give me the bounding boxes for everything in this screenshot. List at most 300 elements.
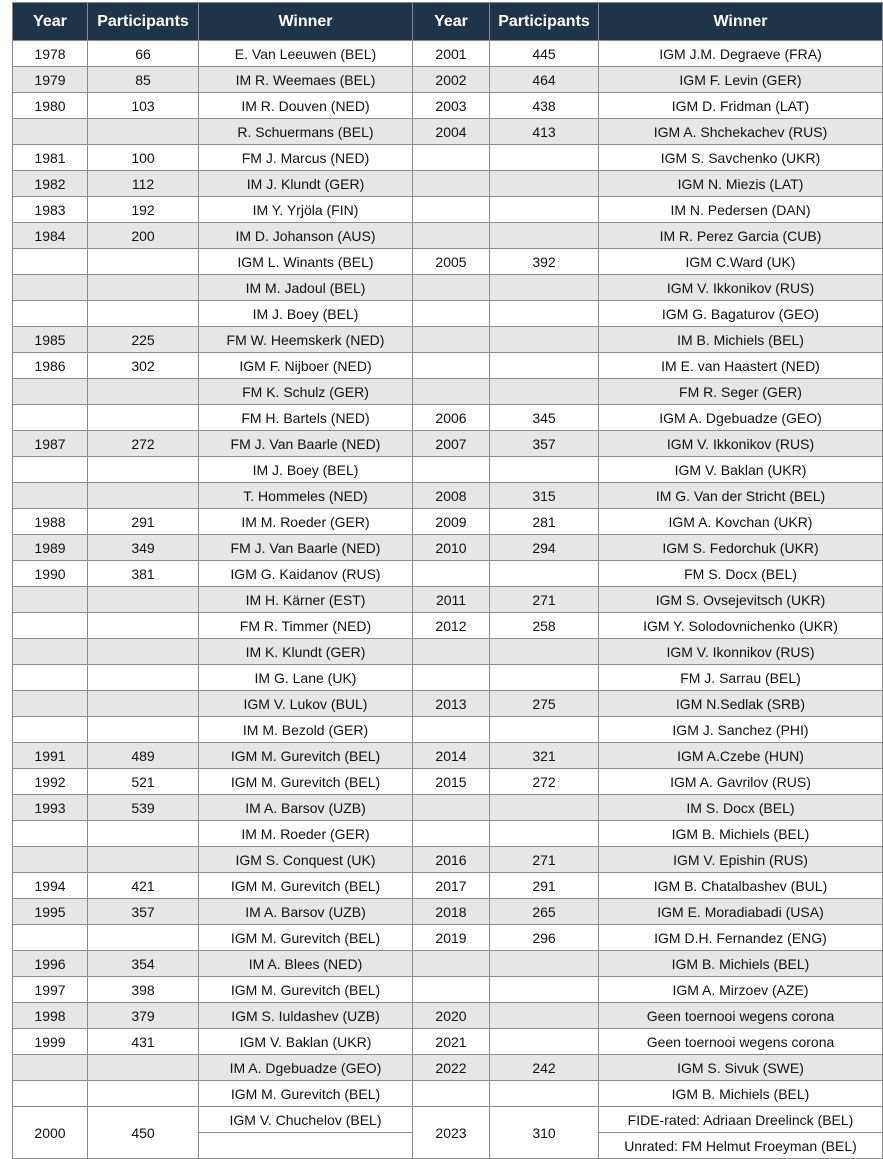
cell-year-left bbox=[13, 483, 88, 509]
table-row bbox=[13, 743, 883, 769]
cell-year-left bbox=[13, 587, 88, 613]
cell-participants-right bbox=[490, 1003, 599, 1029]
cell-winner-right: IM E. van Haastert (NED) bbox=[599, 353, 883, 379]
cell-participants-right: 271 bbox=[490, 847, 599, 873]
table-row bbox=[13, 873, 883, 899]
table-row bbox=[13, 951, 883, 977]
cell-participants-right: 271 bbox=[490, 587, 599, 613]
cell-participants-left bbox=[88, 1081, 199, 1107]
cell-winner-right: IGM N.Sedlak (SRB) bbox=[599, 691, 883, 717]
header-year-right: Year bbox=[413, 3, 490, 41]
cell-participants-left: 489 bbox=[88, 743, 199, 769]
cell-winner-right: IGM B. Michiels (BEL) bbox=[599, 821, 883, 847]
cell-winner-left: IM M. Roeder (GER) bbox=[199, 821, 413, 847]
cell-winner-right: IGM V. Epishin (RUS) bbox=[599, 847, 883, 873]
cell-participants-right bbox=[490, 197, 599, 223]
table-row bbox=[13, 93, 883, 119]
cell-year-right: 2019 bbox=[413, 925, 490, 951]
cell-winner-right: IGM A. Kovchan (UKR) bbox=[599, 509, 883, 535]
cell-year-left bbox=[13, 691, 88, 717]
cell-participants-right: 321 bbox=[490, 743, 599, 769]
cell-participants-left: 398 bbox=[88, 977, 199, 1003]
table-row bbox=[13, 535, 883, 561]
cell-participants-left: 66 bbox=[88, 41, 199, 67]
cell-winner-left: IGM F. Nijboer (NED) bbox=[199, 353, 413, 379]
header-winner-right: Winner bbox=[599, 3, 883, 41]
cell-winner-left: E. Van Leeuwen (BEL) bbox=[199, 41, 413, 67]
cell-winner-right: IGM B. Michiels (BEL) bbox=[599, 951, 883, 977]
cell-participants-right: 315 bbox=[490, 483, 599, 509]
cell-winner-right: IGM C.Ward (UK) bbox=[599, 249, 883, 275]
cell-winner-right: IM R. Perez Garcia (CUB) bbox=[599, 223, 883, 249]
cell-participants-left bbox=[88, 1055, 199, 1081]
table-row bbox=[13, 821, 883, 847]
cell-participants-left bbox=[88, 405, 199, 431]
cell-winner-left: IM A. Barsov (UZB) bbox=[199, 795, 413, 821]
cell-winner-left: FM J. Van Baarle (NED) bbox=[199, 431, 413, 457]
cell-participants-left bbox=[88, 847, 199, 873]
cell-winner-right: Geen toernooi wegens corona bbox=[599, 1029, 883, 1055]
cell-winner-right: FM R. Seger (GER) bbox=[599, 379, 883, 405]
cell-winner-right: IGM D.H. Fernandez (ENG) bbox=[599, 925, 883, 951]
cell-participants-right: 296 bbox=[490, 925, 599, 951]
cell-participants-left: 192 bbox=[88, 197, 199, 223]
cell-participants-left: 354 bbox=[88, 951, 199, 977]
cell-year-right: 2012 bbox=[413, 613, 490, 639]
cell-winner-right: Geen toernooi wegens corona bbox=[599, 1003, 883, 1029]
cell-year-left bbox=[13, 717, 88, 743]
cell-year-right: 2008 bbox=[413, 483, 490, 509]
cell-participants-left: 450 bbox=[88, 1107, 199, 1159]
header-participants-left: Participants bbox=[88, 3, 199, 41]
cell-participants-right bbox=[490, 457, 599, 483]
cell-year-left bbox=[13, 1055, 88, 1081]
table-row bbox=[13, 405, 883, 431]
cell-participants-left: 291 bbox=[88, 509, 199, 535]
cell-year-right: 2023 bbox=[413, 1107, 490, 1159]
cell-year-left: 1987 bbox=[13, 431, 88, 457]
cell-participants-left: 302 bbox=[88, 353, 199, 379]
cell-winner-left: FM H. Bartels (NED) bbox=[199, 405, 413, 431]
table-row bbox=[13, 353, 883, 379]
table-row bbox=[13, 431, 883, 457]
table-row bbox=[13, 171, 883, 197]
cell-year-right bbox=[413, 457, 490, 483]
cell-year-left bbox=[13, 275, 88, 301]
cell-participants-left: 272 bbox=[88, 431, 199, 457]
cell-participants-left bbox=[88, 613, 199, 639]
cell-participants-left: 103 bbox=[88, 93, 199, 119]
cell-year-left: 1998 bbox=[13, 1003, 88, 1029]
cell-winner-right: IGM D. Fridman (LAT) bbox=[599, 93, 883, 119]
table-row bbox=[13, 717, 883, 743]
cell-winner-right: IGM S. Fedorchuk (UKR) bbox=[599, 535, 883, 561]
cell-year-left: 1990 bbox=[13, 561, 88, 587]
cell-year-right: 2005 bbox=[413, 249, 490, 275]
cell-year-right: 2007 bbox=[413, 431, 490, 457]
tournament-winners-table bbox=[12, 2, 883, 1159]
cell-winner-left: FM J. Van Baarle (NED) bbox=[199, 535, 413, 561]
cell-winner-right: IGM V. Baklan (UKR) bbox=[599, 457, 883, 483]
cell-year-right bbox=[413, 795, 490, 821]
cell-year-left: 1980 bbox=[13, 93, 88, 119]
cell-participants-left: 85 bbox=[88, 67, 199, 93]
cell-winner-right: IGM E. Moradiabadi (USA) bbox=[599, 899, 883, 925]
results-table-wrapper bbox=[12, 2, 883, 1159]
cell-participants-right bbox=[490, 561, 599, 587]
cell-winner-left: IM K. Klundt (GER) bbox=[199, 639, 413, 665]
table-row bbox=[13, 639, 883, 665]
cell-year-left bbox=[13, 379, 88, 405]
table-row bbox=[13, 587, 883, 613]
cell-participants-right bbox=[490, 951, 599, 977]
cell-winner-right: IGM A. Shchekachev (RUS) bbox=[599, 119, 883, 145]
cell-winner-right: IGM V. Ikkonikov (RUS) bbox=[599, 431, 883, 457]
cell-winner-left: IM M. Roeder (GER) bbox=[199, 509, 413, 535]
cell-winner-left: IGM M. Gurevitch (BEL) bbox=[199, 925, 413, 951]
cell-winner-left: R. Schuermans (BEL) bbox=[199, 119, 413, 145]
table-row bbox=[13, 925, 883, 951]
cell-winner-left: IM A. Dgebuadze (GEO) bbox=[199, 1055, 413, 1081]
cell-year-left bbox=[13, 639, 88, 665]
cell-year-right bbox=[413, 639, 490, 665]
table-row bbox=[13, 223, 883, 249]
table-row bbox=[13, 1055, 883, 1081]
cell-winner-left: IM D. Johanson (AUS) bbox=[199, 223, 413, 249]
table-row bbox=[13, 509, 883, 535]
table-row bbox=[13, 795, 883, 821]
cell-winner-right: IM G. Van der Stricht (BEL) bbox=[599, 483, 883, 509]
table-row bbox=[13, 691, 883, 717]
cell-participants-right: 392 bbox=[490, 249, 599, 275]
cell-participants-left: 100 bbox=[88, 145, 199, 171]
cell-year-right: 2014 bbox=[413, 743, 490, 769]
cell-winner-right: IGM F. Levin (GER) bbox=[599, 67, 883, 93]
table-row bbox=[13, 769, 883, 795]
cell-year-left bbox=[13, 665, 88, 691]
cell-winner-left: IM H. Kärner (EST) bbox=[199, 587, 413, 613]
cell-participants-left: 225 bbox=[88, 327, 199, 353]
cell-year-left: 1979 bbox=[13, 67, 88, 93]
cell-year-right bbox=[413, 327, 490, 353]
table-row bbox=[13, 41, 883, 67]
table-row bbox=[13, 977, 883, 1003]
cell-year-right: 2003 bbox=[413, 93, 490, 119]
cell-year-right: 2020 bbox=[413, 1003, 490, 1029]
header-row bbox=[13, 3, 883, 41]
cell-winner-left: IGM M. Gurevitch (BEL) bbox=[199, 1081, 413, 1107]
cell-participants-left bbox=[88, 301, 199, 327]
cell-participants-right bbox=[490, 795, 599, 821]
table-body bbox=[13, 41, 883, 1159]
cell-year-left: 1978 bbox=[13, 41, 88, 67]
cell-year-right bbox=[413, 1081, 490, 1107]
cell-participants-right bbox=[490, 665, 599, 691]
cell-winner-left: FM R. Timmer (NED) bbox=[199, 613, 413, 639]
cell-winner-right: IGM B. Michiels (BEL) bbox=[599, 1081, 883, 1107]
cell-participants-right bbox=[490, 145, 599, 171]
cell-participants-right bbox=[490, 977, 599, 1003]
cell-participants-right bbox=[490, 379, 599, 405]
cell-year-left bbox=[13, 119, 88, 145]
cell-winner-right: IGM J. Sanchez (PHI) bbox=[599, 717, 883, 743]
cell-winner-right: FM J. Sarrau (BEL) bbox=[599, 665, 883, 691]
cell-year-left bbox=[13, 249, 88, 275]
cell-participants-right: 438 bbox=[490, 93, 599, 119]
cell-year-left: 1983 bbox=[13, 197, 88, 223]
cell-participants-left bbox=[88, 691, 199, 717]
cell-year-right bbox=[413, 821, 490, 847]
cell-participants-right bbox=[490, 821, 599, 847]
cell-year-left bbox=[13, 301, 88, 327]
cell-participants-left: 357 bbox=[88, 899, 199, 925]
cell-year-right: 2002 bbox=[413, 67, 490, 93]
cell-year-left: 1982 bbox=[13, 171, 88, 197]
cell-winner-right: IGM A. Gavrilov (RUS) bbox=[599, 769, 883, 795]
cell-winner-right: IGM V. Ikonnikov (RUS) bbox=[599, 639, 883, 665]
cell-participants-left bbox=[88, 119, 199, 145]
table-row bbox=[13, 1003, 883, 1029]
cell-winner-left: IGM S. Conquest (UK) bbox=[199, 847, 413, 873]
cell-participants-right: 294 bbox=[490, 535, 599, 561]
cell-year-left bbox=[13, 925, 88, 951]
cell-year-left: 1991 bbox=[13, 743, 88, 769]
cell-winner-left: IM M. Bezold (GER) bbox=[199, 717, 413, 743]
cell-winner-left: IGM V. Chuchelov (BEL) bbox=[199, 1107, 413, 1133]
cell-year-left bbox=[13, 613, 88, 639]
cell-winner-left: IM M. Jadoul (BEL) bbox=[199, 275, 413, 301]
table-row bbox=[13, 145, 883, 171]
cell-winner-left: IGM S. Iuldashev (UZB) bbox=[199, 1003, 413, 1029]
cell-participants-left bbox=[88, 379, 199, 405]
cell-year-left bbox=[13, 1081, 88, 1107]
cell-winner-right: IGM Y. Solodovnichenko (UKR) bbox=[599, 613, 883, 639]
cell-year-left: 1999 bbox=[13, 1029, 88, 1055]
cell-winner-left: IM A. Blees (NED) bbox=[199, 951, 413, 977]
cell-winner-right: FIDE-rated: Adriaan Dreelinck (BEL) bbox=[599, 1107, 883, 1133]
cell-winner-left: IGM L. Winants (BEL) bbox=[199, 249, 413, 275]
cell-winner-right: FM S. Docx (BEL) bbox=[599, 561, 883, 587]
cell-year-left: 1989 bbox=[13, 535, 88, 561]
cell-year-left: 1997 bbox=[13, 977, 88, 1003]
cell-winner-left: IGM M. Gurevitch (BEL) bbox=[199, 873, 413, 899]
cell-participants-left bbox=[88, 665, 199, 691]
cell-year-right bbox=[413, 171, 490, 197]
cell-participants-left bbox=[88, 925, 199, 951]
table-row bbox=[13, 1081, 883, 1107]
cell-year-left: 1985 bbox=[13, 327, 88, 353]
cell-participants-right bbox=[490, 717, 599, 743]
cell-year-right: 2001 bbox=[413, 41, 490, 67]
cell-winner-right: IGM A. Dgebuadze (GEO) bbox=[599, 405, 883, 431]
cell-participants-left: 421 bbox=[88, 873, 199, 899]
cell-participants-right bbox=[490, 301, 599, 327]
cell-year-right: 2018 bbox=[413, 899, 490, 925]
cell-year-right bbox=[413, 197, 490, 223]
table-row bbox=[13, 379, 883, 405]
cell-participants-right bbox=[490, 353, 599, 379]
table-row bbox=[13, 899, 883, 925]
cell-participants-right bbox=[490, 639, 599, 665]
cell-winner-left: IM R. Weemaes (BEL) bbox=[199, 67, 413, 93]
cell-winner-left: T. Hommeles (NED) bbox=[199, 483, 413, 509]
cell-winner-right: IGM J.M. Degraeve (FRA) bbox=[599, 41, 883, 67]
table-row bbox=[13, 483, 883, 509]
cell-winner-left: IGM M. Gurevitch (BEL) bbox=[199, 977, 413, 1003]
cell-year-left: 1992 bbox=[13, 769, 88, 795]
cell-winner-right: IGM S. Savchenko (UKR) bbox=[599, 145, 883, 171]
cell-year-right bbox=[413, 977, 490, 1003]
cell-participants-right bbox=[490, 1029, 599, 1055]
cell-participants-left: 431 bbox=[88, 1029, 199, 1055]
table-row bbox=[13, 847, 883, 873]
cell-participants-left bbox=[88, 483, 199, 509]
cell-year-left: 2000 bbox=[13, 1107, 88, 1159]
cell-year-left: 1986 bbox=[13, 353, 88, 379]
table-row bbox=[13, 67, 883, 93]
cell-participants-left: 349 bbox=[88, 535, 199, 561]
header-year-left: Year bbox=[13, 3, 88, 41]
cell-year-right bbox=[413, 665, 490, 691]
table-row bbox=[13, 119, 883, 145]
cell-year-right bbox=[413, 145, 490, 171]
cell-participants-right: 281 bbox=[490, 509, 599, 535]
cell-year-left: 1981 bbox=[13, 145, 88, 171]
cell-winner-left: FM K. Schulz (GER) bbox=[199, 379, 413, 405]
cell-participants-right: 275 bbox=[490, 691, 599, 717]
header-winner-left: Winner bbox=[199, 3, 413, 41]
cell-year-right bbox=[413, 561, 490, 587]
cell-participants-left: 521 bbox=[88, 769, 199, 795]
cell-winner-left: IGM V. Baklan (UKR) bbox=[199, 1029, 413, 1055]
cell-year-right bbox=[413, 717, 490, 743]
cell-winner-left: IM A. Barsov (UZB) bbox=[199, 899, 413, 925]
cell-year-right: 2009 bbox=[413, 509, 490, 535]
cell-winner-right: IGM A.Czebe (HUN) bbox=[599, 743, 883, 769]
cell-year-left: 1984 bbox=[13, 223, 88, 249]
cell-winner-right: IGM S. Ovsejevitsch (UKR) bbox=[599, 587, 883, 613]
cell-winner-left: IGM G. Kaidanov (RUS) bbox=[199, 561, 413, 587]
cell-participants-right: 291 bbox=[490, 873, 599, 899]
cell-year-right: 2016 bbox=[413, 847, 490, 873]
cell-year-right bbox=[413, 379, 490, 405]
cell-year-left bbox=[13, 405, 88, 431]
cell-year-right: 2022 bbox=[413, 1055, 490, 1081]
cell-winner-left: IM J. Klundt (GER) bbox=[199, 171, 413, 197]
cell-participants-left bbox=[88, 639, 199, 665]
cell-year-right: 2017 bbox=[413, 873, 490, 899]
cell-year-right bbox=[413, 223, 490, 249]
table-row-last-a bbox=[13, 1107, 883, 1133]
table-row bbox=[13, 665, 883, 691]
cell-participants-left bbox=[88, 587, 199, 613]
cell-year-right: 2013 bbox=[413, 691, 490, 717]
cell-year-left: 1988 bbox=[13, 509, 88, 535]
cell-winner-right: IGM G. Bagaturov (GEO) bbox=[599, 301, 883, 327]
cell-participants-left bbox=[88, 275, 199, 301]
cell-year-left: 1996 bbox=[13, 951, 88, 977]
cell-winner-left: IGM M. Gurevitch (BEL) bbox=[199, 769, 413, 795]
cell-winner-right: IGM A. Mirzoev (AZE) bbox=[599, 977, 883, 1003]
cell-year-right: 2010 bbox=[413, 535, 490, 561]
header-participants-right: Participants bbox=[490, 3, 599, 41]
cell-winner-right: IGM B. Chatalbashev (BUL) bbox=[599, 873, 883, 899]
cell-participants-left bbox=[88, 821, 199, 847]
table-row bbox=[13, 249, 883, 275]
cell-winner-left: IGM M. Gurevitch (BEL) bbox=[199, 743, 413, 769]
cell-year-right bbox=[413, 951, 490, 977]
cell-year-right: 2006 bbox=[413, 405, 490, 431]
cell-participants-right bbox=[490, 327, 599, 353]
cell-year-left bbox=[13, 457, 88, 483]
cell-winner-left: IM Y. Yrjöla (FIN) bbox=[199, 197, 413, 223]
table-row bbox=[13, 327, 883, 353]
cell-participants-left: 379 bbox=[88, 1003, 199, 1029]
cell-year-right: 2015 bbox=[413, 769, 490, 795]
cell-year-right bbox=[413, 275, 490, 301]
table-row bbox=[13, 561, 883, 587]
cell-participants-right: 258 bbox=[490, 613, 599, 639]
cell-participants-right: 310 bbox=[490, 1107, 599, 1159]
cell-winner-left: FM W. Heemskerk (NED) bbox=[199, 327, 413, 353]
cell-year-right bbox=[413, 301, 490, 327]
cell-year-left: 1993 bbox=[13, 795, 88, 821]
cell-participants-left bbox=[88, 249, 199, 275]
table-row bbox=[13, 1029, 883, 1055]
cell-winner-right: IGM V. Ikkonikov (RUS) bbox=[599, 275, 883, 301]
table-row bbox=[13, 457, 883, 483]
cell-participants-right bbox=[490, 275, 599, 301]
cell-winner-right: IM S. Docx (BEL) bbox=[599, 795, 883, 821]
cell-winner-left: IM G. Lane (UK) bbox=[199, 665, 413, 691]
cell-year-left bbox=[13, 821, 88, 847]
cell-participants-right bbox=[490, 1081, 599, 1107]
cell-winner-right: Unrated: FM Helmut Froeyman (BEL) bbox=[599, 1133, 883, 1159]
cell-participants-left: 200 bbox=[88, 223, 199, 249]
cell-year-left bbox=[13, 847, 88, 873]
cell-participants-right: 242 bbox=[490, 1055, 599, 1081]
cell-winner-right: IGM N. Miezis (LAT) bbox=[599, 171, 883, 197]
cell-participants-left: 539 bbox=[88, 795, 199, 821]
cell-winner-right: IGM S. Sivuk (SWE) bbox=[599, 1055, 883, 1081]
table-row bbox=[13, 197, 883, 223]
cell-winner-left: IGM V. Lukov (BUL) bbox=[199, 691, 413, 717]
cell-year-right bbox=[413, 353, 490, 379]
cell-year-right: 2004 bbox=[413, 119, 490, 145]
table-row bbox=[13, 275, 883, 301]
cell-participants-left bbox=[88, 717, 199, 743]
cell-winner-left: IM J. Boey (BEL) bbox=[199, 457, 413, 483]
table-row bbox=[13, 301, 883, 327]
cell-participants-right: 272 bbox=[490, 769, 599, 795]
cell-winner-right: IM B. Michiels (BEL) bbox=[599, 327, 883, 353]
cell-winner-left: FM J. Marcus (NED) bbox=[199, 145, 413, 171]
cell-participants-right: 464 bbox=[490, 67, 599, 93]
cell-participants-right: 357 bbox=[490, 431, 599, 457]
cell-participants-right: 265 bbox=[490, 899, 599, 925]
cell-year-left: 1995 bbox=[13, 899, 88, 925]
cell-participants-right: 445 bbox=[490, 41, 599, 67]
cell-participants-left: 112 bbox=[88, 171, 199, 197]
cell-year-right: 2011 bbox=[413, 587, 490, 613]
cell-participants-left bbox=[88, 457, 199, 483]
cell-winner-left-empty bbox=[199, 1133, 413, 1159]
cell-winner-left: IM R. Douven (NED) bbox=[199, 93, 413, 119]
cell-participants-right bbox=[490, 223, 599, 249]
cell-winner-left: IM J. Boey (BEL) bbox=[199, 301, 413, 327]
cell-participants-right bbox=[490, 171, 599, 197]
cell-participants-right: 345 bbox=[490, 405, 599, 431]
